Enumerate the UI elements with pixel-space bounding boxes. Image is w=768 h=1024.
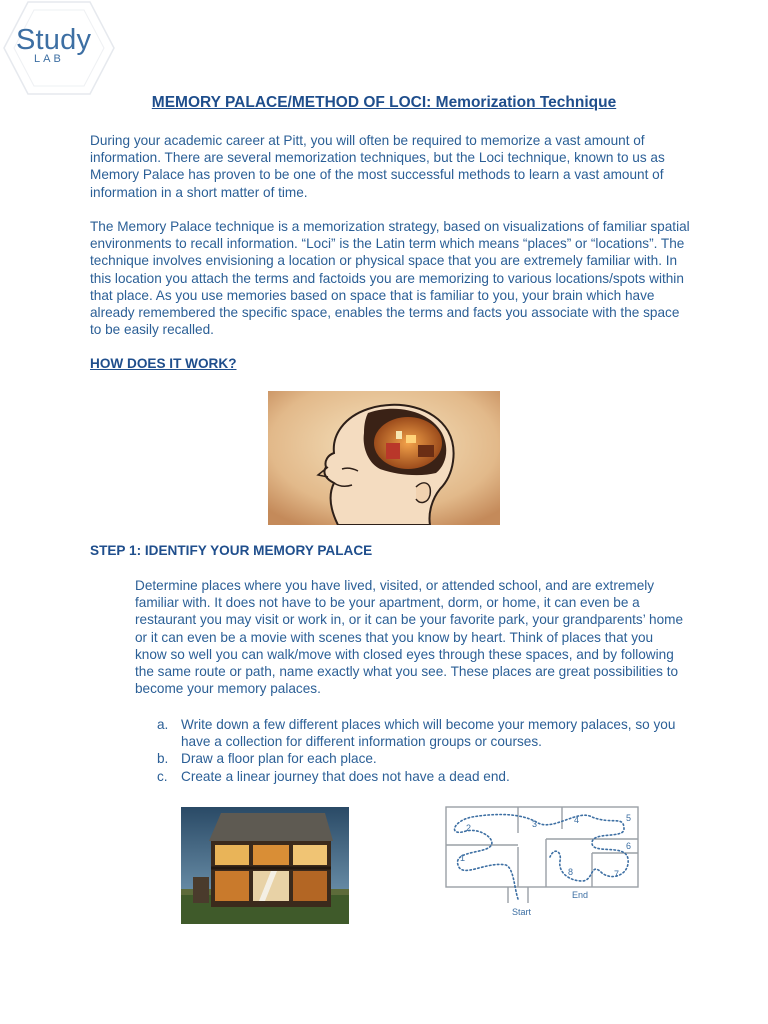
list-marker: c. xyxy=(157,768,168,784)
floor-stop-7: 7 xyxy=(614,869,620,879)
list-item-text: Create a linear journey that does not have a dead end. xyxy=(181,768,510,784)
floor-end-label: End xyxy=(572,890,589,900)
floor-stop-6: 6 xyxy=(626,841,632,851)
floor-plan-diagram xyxy=(442,803,642,921)
house-cutaway-photo xyxy=(181,807,349,924)
list-marker: b. xyxy=(157,751,169,767)
floor-stop-4: 4 xyxy=(574,815,580,825)
floor-stop-2: 2 xyxy=(466,823,472,833)
floor-start-label: Start xyxy=(512,907,532,917)
step1-paragraph: Determine places where you have lived, visited, or attended school, and are extremely familiar with. It does not have to be your apartment, dorm, or home, it can even be a restaurant you may visit or work in, or it can be your favorite park, your grandparents’ home or it can even be a movie with scenes that you know by heart. Think of places that you know so well you can walk/move with closed eyes through these spaces, and by following the same route or path, name exactly what you see. These places are great possibilities to become your memory palaces. xyxy=(135,578,684,697)
step1-list xyxy=(157,716,697,785)
floor-stop-8: 8 xyxy=(568,867,574,877)
page-title: MEMORY PALACE/METHOD OF LOCI: Memorization Technique xyxy=(151,94,617,111)
list-item xyxy=(157,750,697,767)
list-item-text: Draw a floor plan for each place. xyxy=(181,751,377,767)
brain-room-illustration xyxy=(268,391,500,525)
floor-stop-5: 5 xyxy=(626,813,632,823)
list-item-text: Write down a few different places which will become your memory palaces, so you have a collection for different information groups or courses. xyxy=(181,717,676,750)
intro-paragraph: During your academic career at Pitt, you will often be required to memorize a vast amount of information. There are several memorization techniques, but the Loci technique, known to us as Memory Palace has proven to be one of the most successful methods to learn a vast amount of information in a short matter of time. xyxy=(90,133,665,200)
description-paragraph: The Memory Palace technique is a memorization strategy, based on visualizations of familiar spatial environments to recall information. “Loci” is the Latin term which means “places” or “locations”. The technique involves envisioning a location or physical space that you are extremely familiar with. In this location you attach the terms and factoids you are memorizing to various locations/spots within that place. As you use memories based on space that is familiar to you, your brain which have already remembered the specific space, enables the terms and facts you associate with the space to be easily recalled. xyxy=(90,219,690,338)
list-item xyxy=(157,768,697,785)
floor-stop-1: 1 xyxy=(460,853,466,863)
logo-subtitle: LAB xyxy=(34,53,64,65)
step1-heading: STEP 1: IDENTIFY YOUR MEMORY PALACE xyxy=(90,543,373,558)
list-item xyxy=(157,716,697,750)
study-lab-logo xyxy=(0,0,118,98)
logo-wordmark: Study xyxy=(16,24,92,56)
floor-stop-3: 3 xyxy=(532,819,538,829)
how-it-works-heading: HOW DOES IT WORK? xyxy=(90,356,237,371)
list-marker: a. xyxy=(157,717,169,732)
